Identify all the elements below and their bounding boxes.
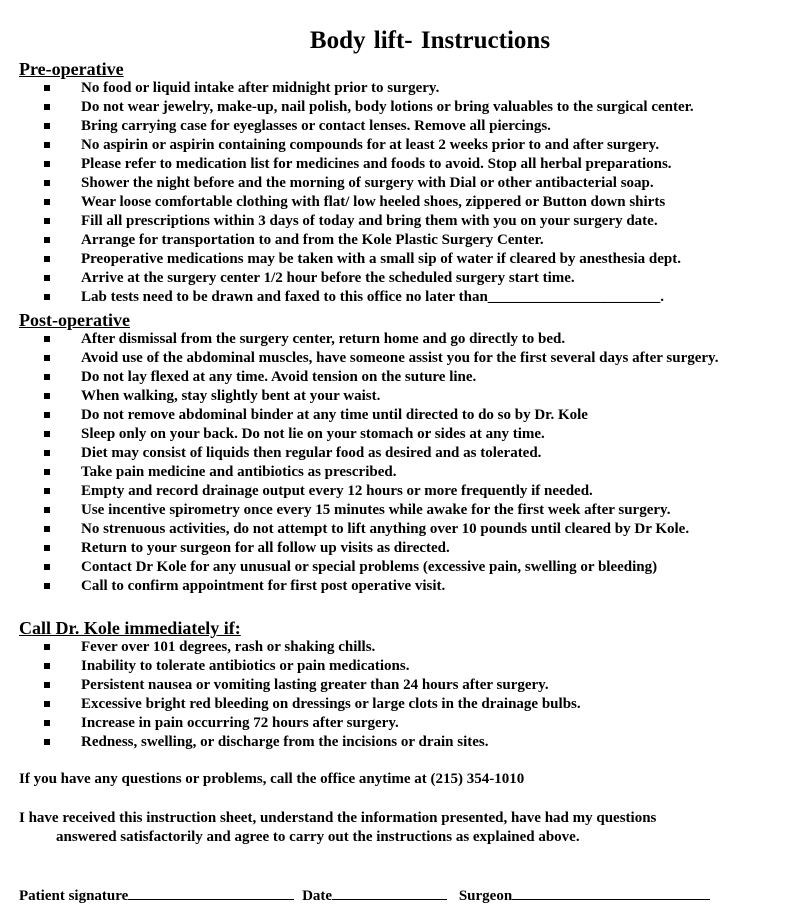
bullet-icon (44, 142, 50, 148)
list-item (0, 117, 800, 136)
bullet-icon (44, 374, 50, 380)
list-item-text: No aspirin or aspirin containing compounds for at least 2 weeks prior to and after surgery. (81, 137, 660, 153)
list-item-text: Empty and record drainage output every 12 hours or more frequently if needed. (81, 483, 593, 499)
bullet-icon (44, 488, 50, 494)
list-item-text: Contact Dr Kole for any unusual or special problems (excessive pain, swelling or bleeding) (81, 559, 658, 575)
list-item-text: Diet may consist of liquids then regular food as desired and as tolerated. (81, 445, 542, 461)
list-item-text: Please refer to medication list for medicines and foods to avoid. Stop all herbal preparations. (81, 156, 672, 172)
list-item-text: Use incentive spirometry once every 15 minutes while awake for the first week after surgery. (81, 502, 671, 518)
post-operative-heading: Post-operative (19, 310, 130, 330)
bullet-icon (44, 256, 50, 262)
list-item-text: Inability to tolerate antibiotics or pain medications. (81, 658, 410, 674)
list-item-text: Take pain medicine and antibiotics as prescribed. (81, 464, 397, 480)
list-item (0, 406, 800, 425)
list-item (0, 577, 800, 596)
list-item (0, 733, 800, 752)
questions-contact-text: If you have any questions or problems, call the office anytime at (215) 354-1010 (19, 771, 525, 787)
list-item (0, 558, 800, 577)
list-item (0, 368, 800, 387)
list-item (0, 520, 800, 539)
list-item-text: When walking, stay slightly bent at your waist. (81, 388, 381, 404)
list-item-text: Wear loose comfortable clothing with flat/ low heeled shoes, zippered or Button down shirts (81, 194, 666, 210)
list-item (0, 657, 800, 676)
bullet-icon (44, 237, 50, 243)
bullet-icon (44, 720, 50, 726)
bullet-icon (44, 507, 50, 513)
list-item-text: Do not wear jewelry, make-up, nail polish, body lotions or bring valuables to the surgical center. (81, 99, 694, 115)
list-item (0, 269, 800, 288)
list-item-text: Do not remove abdominal binder at any time until directed to do so by Dr. Kole (81, 407, 588, 423)
list-item (0, 638, 800, 657)
list-item (0, 425, 800, 444)
list-item-text: No strenuous activities, do not attempt to lift anything over 10 pounds until cleared by Dr Kole. (81, 521, 690, 537)
bullet-icon (44, 161, 50, 167)
bullet-icon (44, 564, 50, 570)
bullet-icon (44, 275, 50, 281)
bullet-icon (44, 180, 50, 186)
list-item-text: Avoid use of the abdominal muscles, have someone assist you for the first several days after surgery. (81, 350, 719, 366)
list-item (0, 695, 800, 714)
list-item (0, 387, 800, 406)
call-doctor-heading: Call Dr. Kole immediately if: (19, 618, 241, 638)
bullet-icon (44, 199, 50, 205)
list-item (0, 98, 800, 117)
list-item (0, 444, 800, 463)
list-item (0, 155, 800, 174)
list-item (0, 231, 800, 250)
pre-operative-list (0, 79, 800, 307)
list-item-text: Redness, swelling, or discharge from the incisions or drain sites. (81, 734, 489, 750)
list-item-text: Preoperative medications may be taken with a small sip of water if cleared by anesthesia dept. (81, 251, 681, 267)
bullet-icon (44, 682, 50, 688)
bullet-icon (44, 218, 50, 224)
list-item (0, 288, 800, 307)
list-item (0, 501, 800, 520)
list-item-text: Return to your surgeon for all follow up visits as directed. (81, 540, 450, 556)
list-item (0, 174, 800, 193)
list-item (0, 463, 800, 482)
bullet-icon (44, 393, 50, 399)
list-item (0, 136, 800, 155)
bullet-icon (44, 431, 50, 437)
surgeon-field[interactable] (512, 885, 710, 900)
bullet-icon (44, 336, 50, 342)
list-item-text: No food or liquid intake after midnight prior to surgery. (81, 80, 440, 96)
bullet-icon (44, 294, 50, 300)
signature-row (19, 885, 710, 906)
list-item-text: Sleep only on your back. Do not lie on your stomach or sides at any time. (81, 426, 545, 442)
list-item-text: Lab tests need to be drawn and faxed to this office no later than_______________________. (81, 289, 665, 305)
bullet-icon (44, 123, 50, 129)
bullet-icon (44, 412, 50, 418)
list-item-text: Excessive bright red bleeding on dressings or large clots in the drainage bulbs. (81, 696, 581, 712)
call-doctor-list (0, 638, 800, 752)
surgeon-label: Surgeon (458, 888, 513, 904)
list-item (0, 250, 800, 269)
patient-signature-field[interactable] (128, 885, 294, 900)
list-item (0, 714, 800, 733)
post-operative-list (0, 330, 800, 596)
list-item-text: Fever over 101 degrees, rash or shaking chills. (81, 639, 376, 655)
list-item (0, 79, 800, 98)
bullet-icon (44, 663, 50, 669)
list-item (0, 676, 800, 695)
date-field[interactable] (332, 885, 447, 900)
list-item-text: Bring carrying case for eyeglasses or contact lenses. Remove all piercings. (81, 118, 551, 134)
patient-signature-label: Patient signature (19, 888, 129, 904)
list-item (0, 539, 800, 558)
list-item-text: Call to confirm appointment for first post operative visit. (81, 578, 446, 594)
bullet-icon (44, 644, 50, 650)
bullet-icon (44, 104, 50, 110)
list-item-text: Do not lay flexed at any time. Avoid tension on the suture line. (81, 369, 477, 385)
bullet-icon (44, 545, 50, 551)
list-item (0, 212, 800, 231)
bullet-icon (44, 526, 50, 532)
list-item-text: Persistent nausea or vomiting lasting greater than 24 hours after surgery. (81, 677, 549, 693)
list-item-text: Arrange for transportation to and from the Kole Plastic Surgery Center. (81, 232, 544, 248)
acknowledgement-line-2: answered satisfactorily and agree to carry out the instructions as explained above. (56, 829, 580, 845)
list-item (0, 193, 800, 212)
pre-operative-heading: Pre-operative (19, 59, 124, 79)
bullet-icon (44, 583, 50, 589)
list-item (0, 330, 800, 349)
bullet-icon (44, 701, 50, 707)
bullet-icon (44, 85, 50, 91)
list-item-text: Increase in pain occurring 72 hours after surgery. (81, 715, 399, 731)
bullet-icon (44, 355, 50, 361)
date-label: Date (302, 888, 333, 904)
page-title: Body lift- Instructions (309, 27, 551, 54)
list-item (0, 349, 800, 368)
list-item-text: Arrive at the surgery center 1/2 hour before the scheduled surgery start time. (81, 270, 575, 286)
list-item-text: After dismissal from the surgery center, return home and go directly to bed. (81, 331, 566, 347)
bullet-icon (44, 739, 50, 745)
list-item-text: Shower the night before and the morning of surgery with Dial or other antibacterial soap. (81, 175, 654, 191)
bullet-icon (44, 469, 50, 475)
acknowledgement-line-1: I have received this instruction sheet, understand the information presented, have had my questions (19, 810, 657, 826)
bullet-icon (44, 450, 50, 456)
list-item (0, 482, 800, 501)
list-item-text: Fill all prescriptions within 3 days of today and bring them with you on your surgery date. (81, 213, 658, 229)
